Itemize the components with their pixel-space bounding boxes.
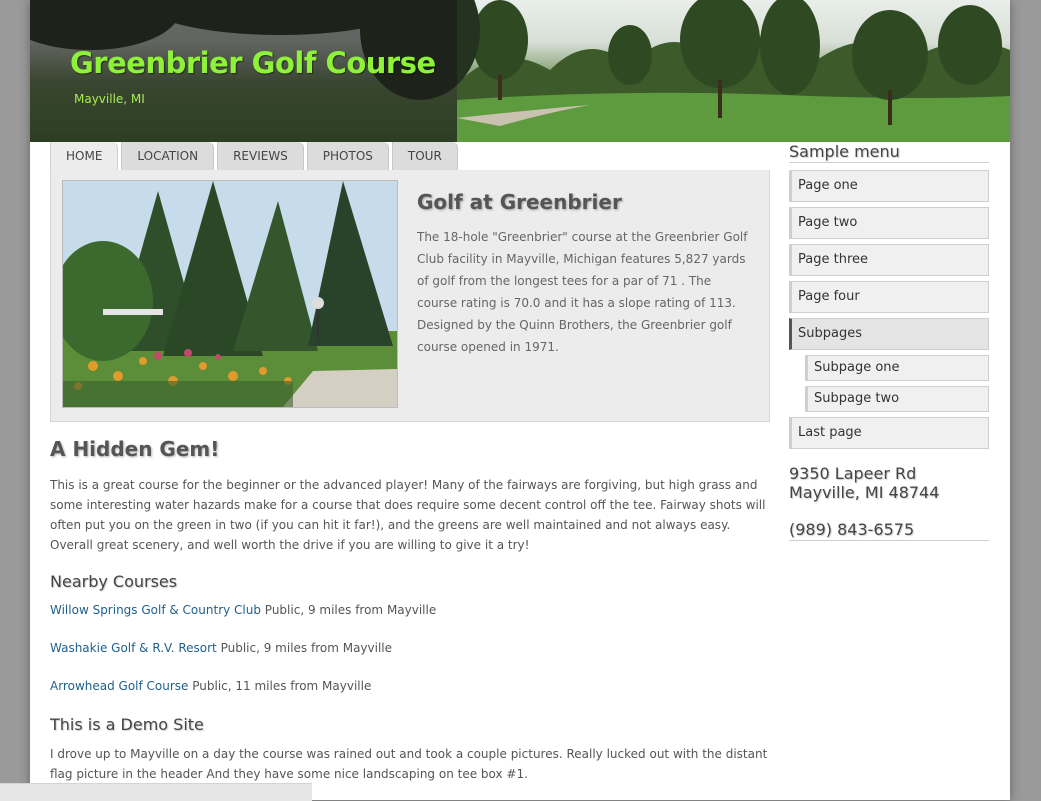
address-line-1: 9350 Lapeer Rd [789, 464, 917, 483]
sample-menu-title: Sample menu [789, 142, 989, 163]
site-subtitle: Mayville, MI [74, 92, 145, 106]
hidden-gem-heading: A Hidden Gem! [50, 437, 220, 461]
course-link-willow-springs[interactable]: Willow Springs Golf & Country Club [50, 603, 261, 617]
nearby-course-item [50, 603, 436, 617]
nearby-course-item [50, 679, 371, 693]
course-photo [62, 180, 398, 408]
menu-item-last-page[interactable]: Last page [789, 417, 989, 449]
tab-location[interactable]: LOCATION [121, 142, 214, 170]
tab-photos[interactable]: PHOTOS [307, 142, 389, 170]
tab-tour[interactable]: TOUR [392, 142, 458, 170]
feature-panel [50, 170, 770, 422]
site-title[interactable]: Greenbrier Golf Course [70, 46, 436, 80]
menu-item-page-three[interactable]: Page three [789, 244, 989, 276]
phone-number: (989) 843-6575 [789, 520, 989, 541]
course-info: Public, 11 miles from Mayville [188, 679, 372, 693]
hidden-gem-text: This is a great course for the beginner or the advanced player! Many of the fairways are forgiving, but high grass and some interesting water hazards make for a course that does require some decent control off the tee. Fairway shots will often put you on the green in two (if you can hit it far!), and the greens are well maintained and not always easy. Overall great scenery, and well worth the drive if you are willing to give it a try! [50, 478, 766, 552]
menu-item-subpages[interactable]: Subpages [789, 318, 989, 350]
course-link-arrowhead[interactable]: Arrowhead Golf Course [50, 679, 189, 693]
menu-item-page-two[interactable]: Page two [789, 207, 989, 239]
address-line-2: Mayville, MI 48744 [789, 483, 940, 502]
page-container [30, 0, 1010, 800]
feature-description: The 18-hole "Greenbrier" course at the Greenbrier Golf Club facility in Mayville, Michigan features 5,827 yards of golf from the longest tees for a par of 71 . The course rating is 70.0 and it has a slope rating of 113. Designed by the Quinn Brothers, the Greenbrier golf course opened in 1971. [417, 230, 748, 354]
header-banner [30, 0, 1010, 142]
menu-item-page-four[interactable]: Page four [789, 281, 989, 313]
feature-title: Golf at Greenbrier [417, 190, 622, 214]
menu-item-page-one[interactable]: Page one [789, 170, 989, 202]
tab-bar [50, 142, 461, 170]
course-info: Public, 9 miles from Mayville [260, 603, 437, 617]
demo-site-text: I drove up to Mayville on a day the course was rained out and took a couple pictures. Really lucked out with the distant flag picture in the header And they have some nice landscaping on tee box #1. [50, 747, 768, 781]
demo-site-heading: This is a Demo Site [50, 715, 204, 734]
menu-item-subpage-two[interactable]: Subpage two [805, 386, 989, 412]
tab-home[interactable]: HOME [50, 142, 118, 170]
menu-item-subpage-one[interactable]: Subpage one [805, 355, 989, 381]
horizontal-scrollbar[interactable] [0, 783, 312, 801]
course-info: Public, 9 miles from Mayville [216, 641, 393, 655]
nearby-course-item [50, 641, 392, 655]
course-link-washakie[interactable]: Washakie Golf & R.V. Resort [50, 641, 217, 655]
tab-reviews[interactable]: REVIEWS [217, 142, 304, 170]
nearby-courses-heading: Nearby Courses [50, 572, 178, 591]
